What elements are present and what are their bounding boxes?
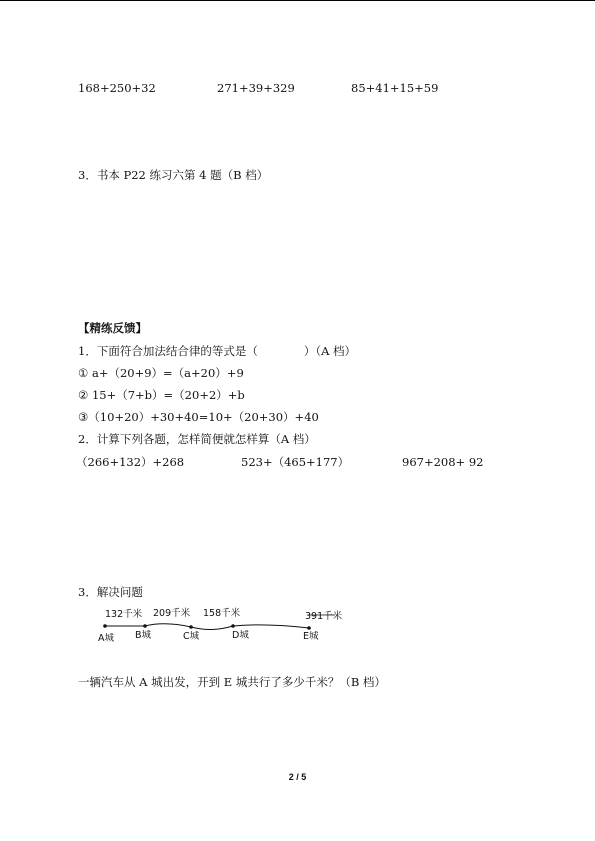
- city-label-d: D城: [232, 630, 249, 641]
- question-1-option-1: ① a+（20+9）=（a+20）+9: [78, 366, 244, 380]
- city-point-c: [189, 625, 193, 629]
- practice-section-title: 【精练反馈】: [78, 321, 147, 335]
- question-1-stem: 1．下面符合加法结合律的等式是（ ）（A 档）: [78, 344, 357, 358]
- city-point-e: [307, 626, 311, 630]
- route-line: [105, 624, 309, 630]
- question-2-item-2: 523+（465+177）: [241, 455, 350, 469]
- city-label-c: C城: [183, 631, 200, 642]
- segment-label-2: 209千米: [153, 608, 191, 619]
- segment-label-4: 391千米: [305, 611, 343, 622]
- header-rule: [0, 0, 595, 1]
- city-point-a: [103, 624, 107, 628]
- route-diagram: [95, 603, 355, 647]
- city-point-d: [231, 624, 235, 628]
- page-number: 2 / 5: [288, 772, 307, 782]
- city-label-e: E城: [303, 631, 319, 642]
- question-2-item-1: （266+132）+268: [76, 455, 185, 469]
- calc-item-2: 271+39+329: [217, 81, 295, 95]
- calc-item-3: 85+41+15+59: [351, 81, 439, 95]
- question-2-stem: 2．计算下列各题，怎样简便就怎样算（A 档）: [78, 432, 316, 446]
- city-label-a: A城: [98, 633, 114, 644]
- city-point-b: [143, 624, 147, 628]
- question-3-text: 一辆汽车从 A 城出发，开到 E 城共行了多少千米？（B 档）: [78, 675, 386, 689]
- question-3-textbook: 3．书本 P22 练习六第 4 题（B 档）: [78, 168, 269, 182]
- calc-item-1: 168+250+32: [78, 81, 156, 95]
- question-3-stem: 3．解决问题: [78, 585, 143, 599]
- city-label-b: B城: [135, 630, 152, 641]
- question-1-option-3: ③（10+20）+30+40=10+（20+30）+40: [78, 410, 319, 424]
- segment-label-3: 158千米: [203, 608, 241, 619]
- question-2-item-3: 967+208+ 92: [402, 455, 484, 469]
- question-1-option-2: ② 15+（7+b）=（20+2）+b: [78, 388, 245, 402]
- segment-label-1: 132千米: [105, 609, 143, 620]
